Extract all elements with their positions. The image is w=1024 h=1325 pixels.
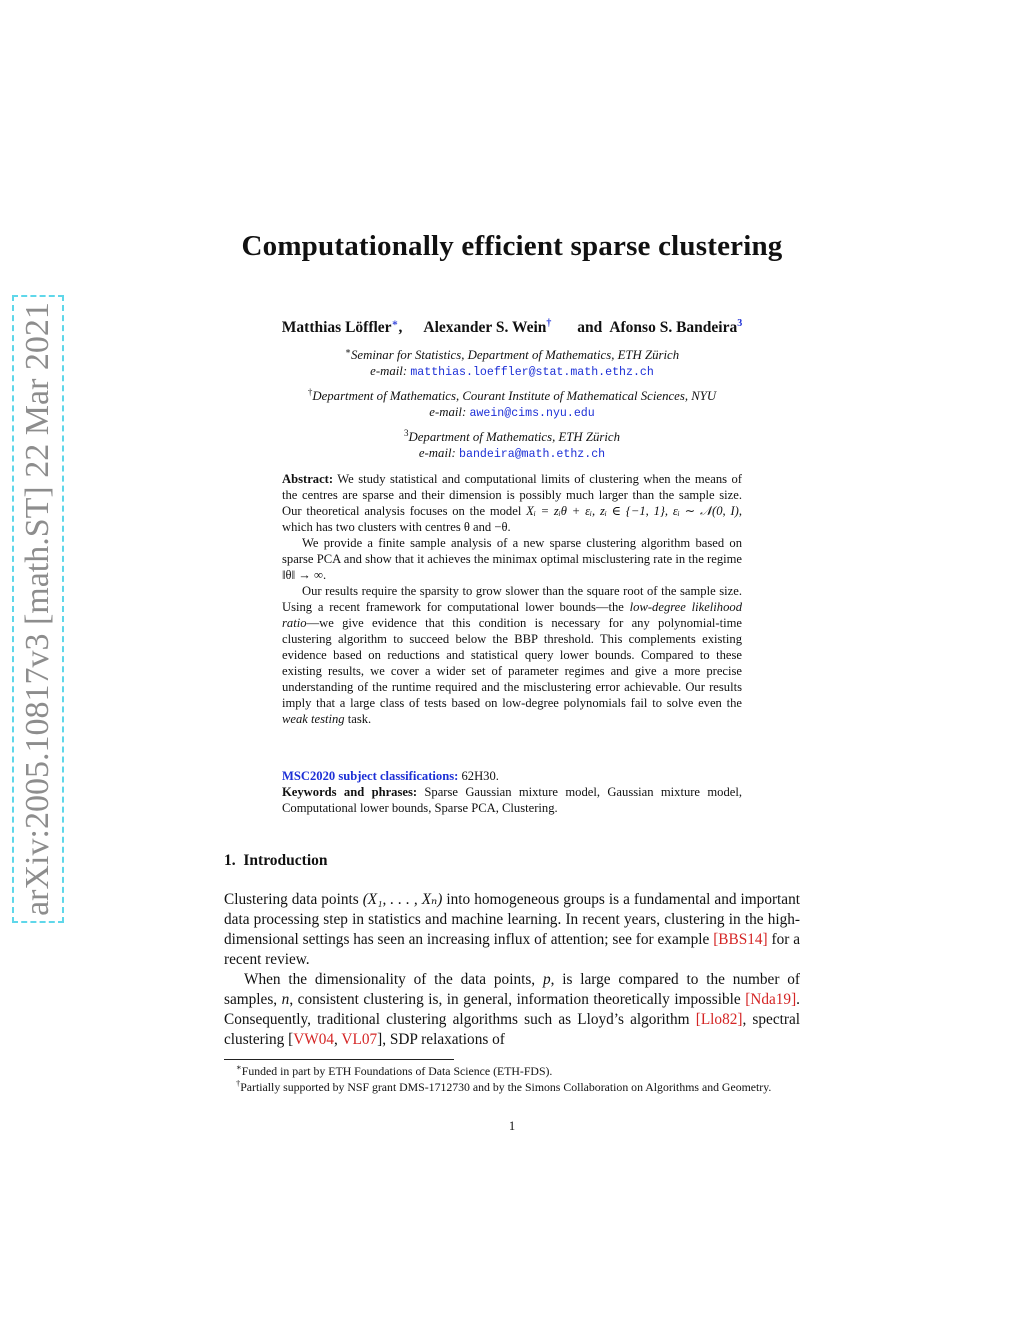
footnotes	[224, 1063, 800, 1095]
author-footnote-mark[interactable]: ∗	[391, 318, 399, 329]
section-heading	[224, 852, 328, 870]
arxiv-identifier[interactable]: arXiv:2005.10817v3 [math.ST] 22 Mar 2021	[19, 302, 56, 916]
affiliation-text: Department of Mathematics, ETH Zürich	[408, 430, 620, 444]
arxiv-sidebar	[12, 295, 64, 923]
abstract-label: Abstract:	[282, 472, 334, 486]
affiliation-mark: †	[307, 387, 313, 397]
email-link[interactable]: bandeira@math.ethz.ch	[459, 448, 606, 461]
author-name: Alexander S. Wein	[423, 319, 547, 336]
citation-link[interactable]: VW04	[293, 1031, 335, 1048]
keywords-label: Keywords and phrases:	[282, 785, 418, 799]
email-link[interactable]: matthias.loeffler@stat.math.ethz.ch	[410, 366, 654, 379]
abstract-paragraph: Abstract: We study statistical and computational limits of clustering when the means of the centres are sparse and their dimension is possibly much larger than the sample size. Our theoretical analysis focuses on the model Xᵢ = zᵢθ + εᵢ, zᵢ ∈ {−1, 1}, εᵢ ∼ 𝒩(0, I), which has two clusters with centres θ and −θ.	[282, 472, 743, 534]
affiliation-block	[224, 347, 800, 381]
section-title: Introduction	[243, 852, 328, 869]
affiliation-block	[224, 429, 800, 463]
author-conjunction: and	[577, 319, 603, 336]
body-paragraph: When the dimensionality of the data points, p, is large compared to the number of samples, n, consistent clustering is, in general, information theoretically impossible [Nda19]. Consequently, traditional clustering algorithms such as Lloyd’s algorithm [Llo82], spectral clustering [VW04, VL07], SDP relaxations of	[224, 971, 801, 1048]
paper-title: Computationally efficient sparse clustering	[241, 230, 783, 262]
author-footnote-mark[interactable]: †	[546, 318, 552, 329]
email-label: e-mail:	[429, 405, 467, 419]
section-number: 1.	[224, 852, 236, 869]
abstract-paragraph: We provide a finite sample analysis of a new sparse clustering algorithm based on sparse PCA and show that it achieves the minimax optimal misclustering rate in the regime ‖θ‖ → ∞.	[282, 536, 742, 582]
keywords-value: Sparse Gaussian mixture model, Gaussian mixture model, Computational lower bounds, Sparse PCA, Clustering.	[282, 785, 742, 815]
affiliation-text: Seminar for Statistics, Department of Mathematics, ETH Zürich	[351, 348, 680, 362]
affiliation-mark: ∗	[344, 346, 352, 356]
footnote: ∗Funded in part by ETH Foundations of Data Science (ETH-FDS).	[236, 1062, 553, 1078]
body-paragraph: Clustering data points (X₁, . . . , Xₙ) into homogeneous groups is a fundamental and important data processing step in statistics and machine learning. In recent years, clustering in the high-dimensional settings has seen an increasing influx of attention; see for example [BBS14] for a recent review.	[224, 891, 800, 968]
email-link[interactable]: awein@cims.nyu.edu	[469, 407, 595, 420]
affiliation-mark: 3	[404, 428, 409, 438]
affiliation-text: Department of Mathematics, Courant Institute of Mathematical Sciences, NYU	[312, 389, 717, 403]
citation-link[interactable]: [Nda19]	[745, 991, 797, 1008]
citation-link[interactable]: VL07	[341, 1031, 378, 1048]
msc-value: 62H30.	[461, 769, 499, 783]
author-name: Afonso S. Bandeira	[609, 319, 738, 336]
affiliation-block	[224, 388, 800, 422]
email-label: e-mail:	[370, 364, 408, 378]
classification-block	[282, 768, 742, 816]
citation-link[interactable]: [Llo82]	[695, 1011, 743, 1028]
citation-link[interactable]: [BBS14]	[713, 931, 768, 948]
author-name: Matthias Löffler	[281, 319, 392, 336]
author-footnote-mark[interactable]: 3	[737, 318, 743, 329]
author-list: Matthias Löffler∗, Alexander S. Wein† and Afonso S. Bandeira$^3$	[281, 318, 743, 336]
email-label: e-mail:	[418, 446, 456, 460]
abstract	[282, 471, 742, 727]
model-equation: Xᵢ = zᵢθ + εᵢ, zᵢ ∈ {−1, 1}, εᵢ ∼ 𝒩(0, I)	[526, 504, 739, 518]
page-number: 1	[508, 1119, 516, 1133]
msc-link[interactable]: MSC2020 subject classifications:	[282, 769, 459, 783]
footnote: †Partially supported by NSF grant DMS-1712730 and by the Simons Collaboration on Algorithms and Geometry.	[236, 1078, 772, 1094]
abstract-paragraph: Our results require the sparsity to grow slower than the square root of the sample size. Using a recent framework for computational lower bounds—the low-degree likelihood ratio—we give evidence that this condition is necessary for any polynomial-time clustering algorithm to succeed below the BBP threshold. This complements existing evidence based on reductions and statistical query lower bounds. Compared to these existing results, we cover a wider set of parameter regimes and give a more precise understanding of the runtime required and the misclustering error achievable. Our results imply that a large class of tests based on low-degree polynomials fail to solve even the weak testing task.	[282, 584, 742, 726]
footnote-rule	[224, 1059, 454, 1060]
body-text	[224, 890, 800, 1050]
